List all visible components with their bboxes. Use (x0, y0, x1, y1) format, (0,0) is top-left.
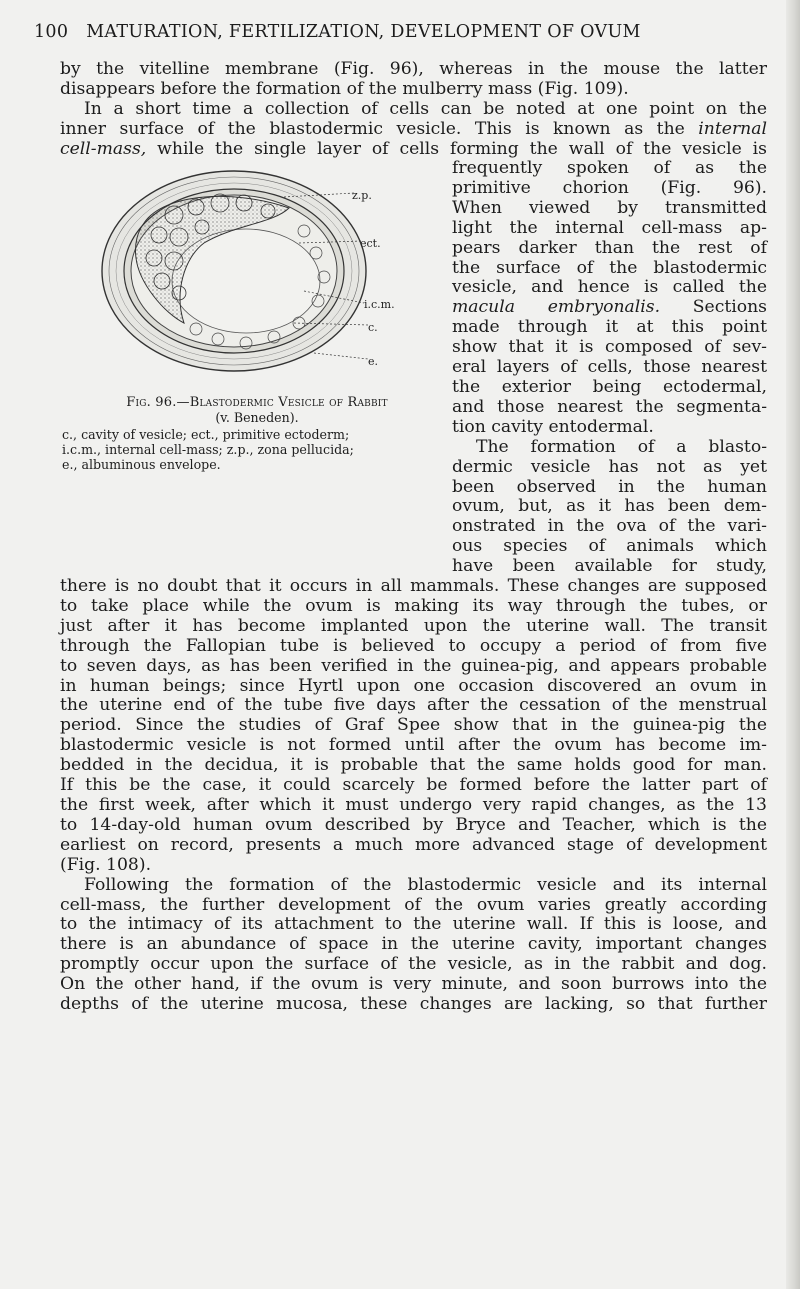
side-line-16: dermic vesicle has not as yet (452, 456, 767, 477)
side-line-9: made through it at this point (452, 317, 767, 338)
figure-96 (60, 159, 450, 563)
para4-line-4: there is an abundance of space in the uterine cavity, important changes (60, 934, 767, 955)
caption-title: Fig. 96.—Blastodermic Vesicle of Rabbit (126, 395, 388, 410)
para4-line-6: On the other hand, if the ovum is very minute, and soon burrows into the (60, 974, 767, 995)
para4-line-7: depths of the uterine mucosa, these changes are lacking, so that further (60, 994, 767, 1015)
para2-line-1: In a short time a collection of cells can be noted at one point on the (84, 98, 767, 119)
side-line-14: tion cavity entodermal. (452, 416, 654, 437)
para2-line-2 (60, 120, 767, 140)
para3-line-4: through the Fallopian tube is believed to occupy a period of from five (60, 635, 767, 656)
term-macula: macula embryonalis. (452, 297, 661, 318)
side-line-8-text: Sections (692, 297, 767, 318)
label-ect: ect. (360, 237, 381, 250)
caption-legend-3: e., albuminous envelope. (62, 457, 221, 472)
side-line-8 (452, 298, 767, 318)
page-body (60, 60, 767, 160)
para1-line-1: by the vitelline membrane (Fig. 96), whereas in the mouse the latter (60, 59, 767, 79)
side-line-4: light the internal cell-mass ap- (452, 217, 767, 238)
side-line-2: primitive chorion (Fig. 96). (452, 177, 767, 198)
page-edge-shadow (786, 0, 800, 1289)
caption-credit: (v. Beneden). (215, 410, 299, 425)
term-internal: internal (698, 118, 767, 139)
term-cell-mass: cell-mass, (60, 138, 147, 159)
side-line-19: onstrated in the ova of the vari- (452, 516, 767, 537)
side-line-3: When viewed by transmitted (452, 197, 767, 218)
page-number: 100 (34, 22, 69, 42)
side-line-7: vesicle, and hence is called the (452, 277, 767, 298)
side-line-12: the exterior being ectodermal, (452, 376, 767, 397)
para2-line-2-text: inner surface of the blastodermic vesicle. This is known as the (60, 118, 685, 139)
para3-line-8: period. Since the studies of Graf Spee show that in the guinea-pig the (60, 715, 767, 736)
para3-line-12: the first week, after which it must undergo very rapid changes, as the 13 (60, 794, 767, 815)
side-line-20: ous species of animals which (452, 536, 767, 557)
para3-line-11: If this be the case, it could scarcely be formed before the latter part of (60, 775, 767, 796)
para4-line-1: Following the formation of the blastodermic vesicle and its internal (84, 874, 767, 895)
side-line-13: and those nearest the segmenta- (452, 396, 767, 417)
label-e: e. (368, 355, 379, 368)
para3-line-1: there is no doubt that it occurs in all mammals. These changes are supposed (60, 576, 767, 596)
side-line-11: eral layers of cells, those nearest (452, 357, 767, 378)
para4-line-2: cell-mass, the further development of the ovum varies greatly according (60, 894, 767, 915)
side-line-6: the surface of the blastodermic (452, 257, 767, 278)
para3-line-3: just after it has become implanted upon the uterine wall. The transit (60, 615, 767, 636)
side-line-1: frequently spoken of as the (452, 158, 767, 178)
side-line-15: The formation of a blasto- (476, 436, 767, 457)
side-line-10: show that it is composed of sev- (452, 337, 767, 358)
figure-caption (62, 395, 452, 472)
running-title: MATURATION, FERTILIZATION, DEVELOPMENT OF OVUM (86, 22, 641, 42)
para3-line-10: bedded in the decidua, it is probable that the same holds good for man. (60, 755, 767, 776)
side-line-17: been observed in the human (452, 476, 767, 497)
para3-line-2: to take place while the ovum is making its way through the tubes, or (60, 595, 767, 616)
para1-line-2: disappears before the formation of the mulberry mass (Fig. 109). (60, 78, 629, 99)
main-text-continued (60, 577, 767, 1015)
label-icm: i.c.m. (364, 298, 395, 311)
para4-line-5: promptly occur upon the surface of the vesicle, as in the rabbit and dog. (60, 954, 767, 975)
side-column-text (452, 159, 767, 577)
para3-line-9: blastodermic vesicle is not formed until after the ovum has become im- (60, 735, 767, 756)
para2-line-3-text: while the single layer of cells forming the wall of the vesicle is (157, 138, 768, 159)
para3-line-14: earliest on record, presents a much more advanced stage of development (60, 834, 767, 855)
label-zp: z.p. (352, 189, 372, 202)
para3-line-7: the uterine end of the tube five days after the cessation of the menstrual (60, 695, 767, 716)
para3-line-13: to 14-day-old human ovum described by Bryce and Teacher, which is the (60, 814, 767, 835)
para4-line-3: to the intimacy of its attachment to the uterine wall. If this is loose, and (60, 914, 767, 935)
blastodermic-vesicle-illustration (84, 153, 384, 383)
side-line-5: pears darker than the rest of (452, 237, 767, 258)
side-line-18: ovum, but, as it has been dem- (452, 496, 767, 517)
para3-line-6: in human beings; since Hyrtl upon one occasion discovered an ovum in (60, 675, 767, 696)
side-line-21: have been available for study, (452, 556, 767, 577)
caption-legend-2: i.c.m., internal cell-mass; z.p., zona pellucida; (62, 442, 354, 457)
caption-legend-1: c., cavity of vesicle; ect., primitive ectoderm; (62, 427, 350, 442)
para3-line-15: (Fig. 108). (60, 854, 152, 875)
label-c: c. (368, 321, 378, 334)
para3-line-5: to seven days, as has been verified in the guinea-pig, and appears probable (60, 655, 767, 676)
running-header (34, 22, 754, 42)
